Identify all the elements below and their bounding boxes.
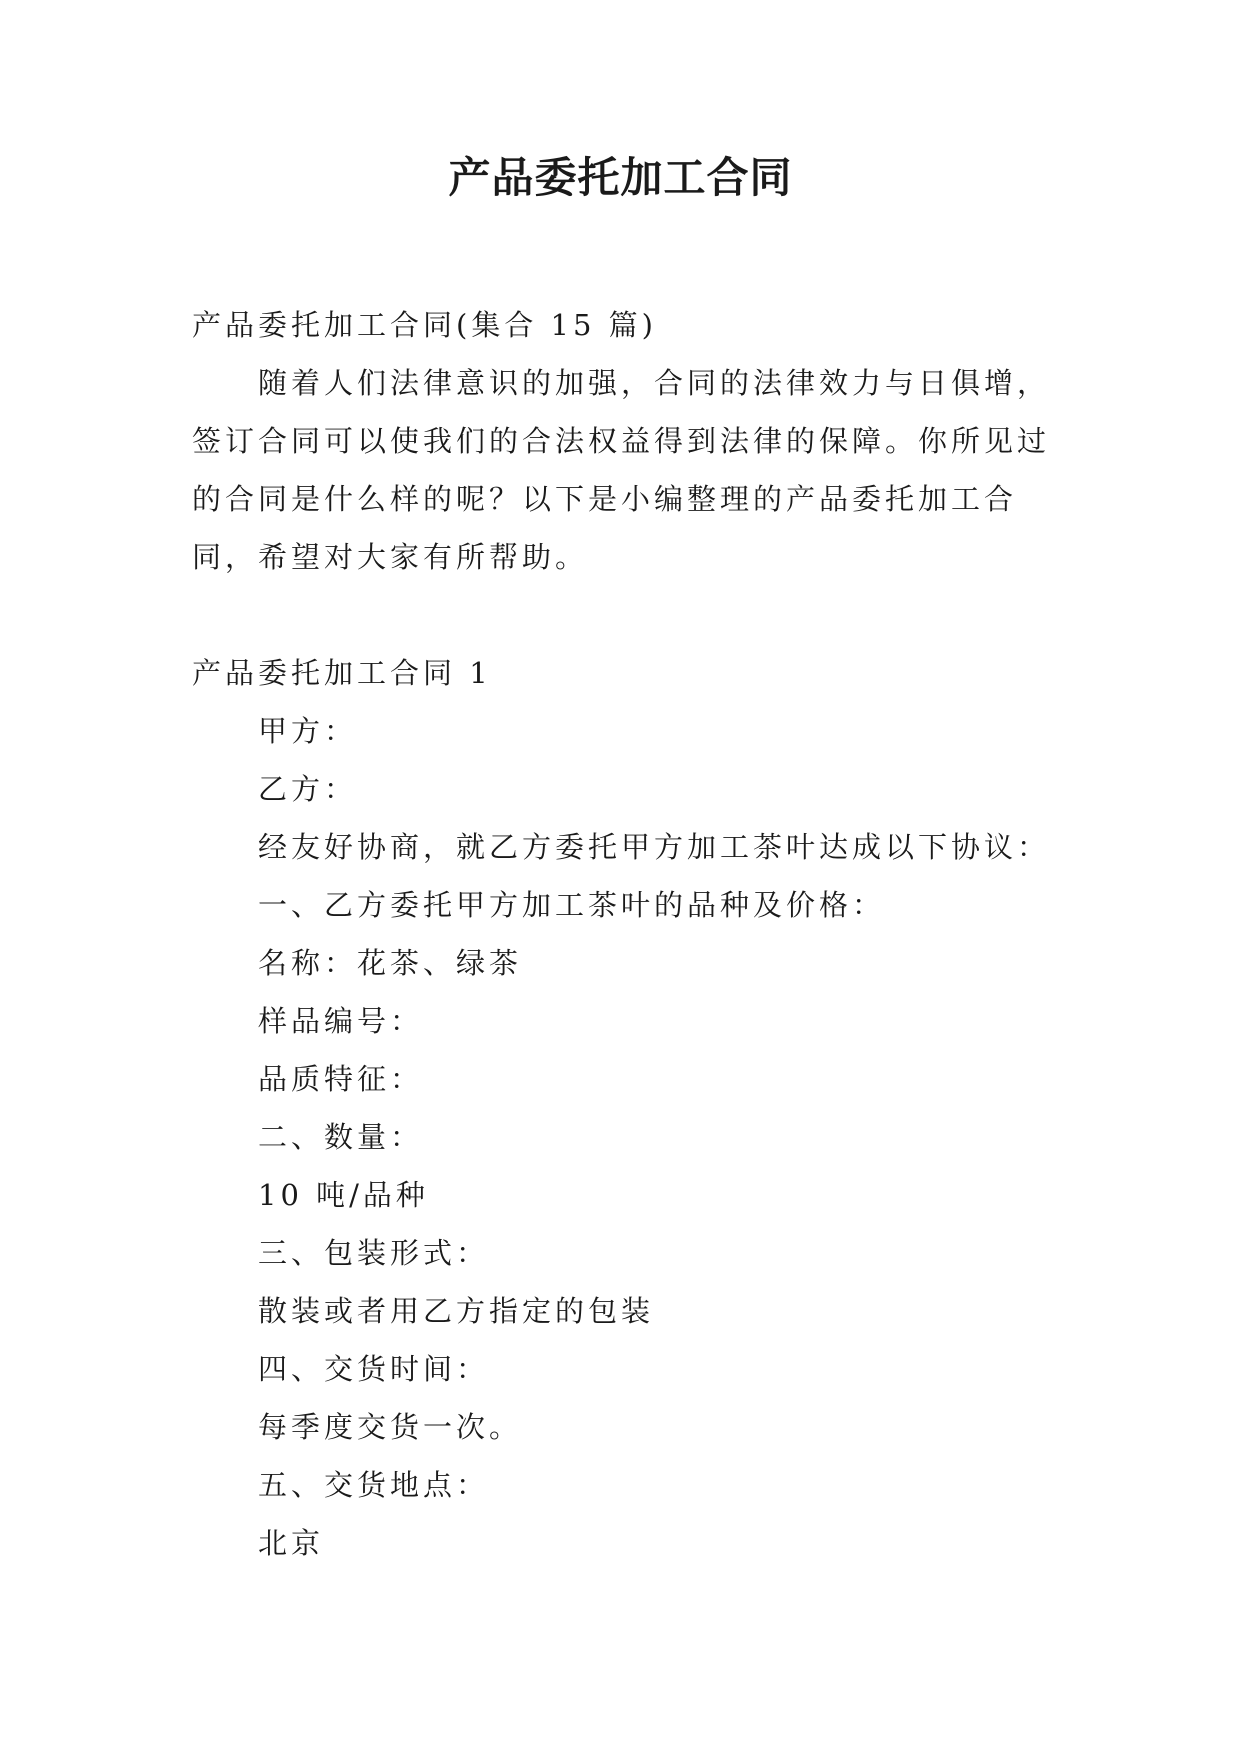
document-title: 产品委托加工合同 <box>448 153 793 202</box>
delivery-time-line: 每季度交货一次。 <box>258 1410 523 1444</box>
packaging-line: 散装或者用乙方指定的包装 <box>258 1294 655 1328</box>
clause-1-heading: 一、乙方委托甲方加工茶叶的品种及价格： <box>258 888 886 922</box>
agreement-line: 经友好协商，就乙方委托甲方加工茶叶达成以下协议： <box>258 830 1051 864</box>
paragraph-gap <box>192 586 1054 644</box>
clause-5-heading: 五、交货地点： <box>258 1468 490 1502</box>
quality-line: 品质特征： <box>258 1062 424 1096</box>
intro-paragraph: 随着人们法律意识的加强，合同的法律效力与日俱增，签订合同可以使我们的合法权益得到法律的保障。你所见过的合同是什么样的呢？以下是小编整理的产品委托加工合同，希望对大家有所帮助。 <box>192 366 1051 574</box>
section-heading: 产品委托加工合同 1 <box>192 656 492 690</box>
party-a-line: 甲方： <box>258 714 358 748</box>
product-name-line: 名称：花茶、绿茶 <box>258 946 523 980</box>
clause-3-heading: 三、包装形式： <box>258 1236 490 1270</box>
clause-2-heading: 二、数量： <box>258 1120 424 1154</box>
delivery-place-line: 北京 <box>258 1526 325 1560</box>
party-b-line: 乙方： <box>258 772 358 806</box>
document-subtitle: 产品委托加工合同(集合 15 篇) <box>192 308 657 342</box>
sample-number-line: 样品编号： <box>258 1004 424 1038</box>
quantity-line: 10 吨/品种 <box>258 1178 429 1212</box>
clause-4-heading: 四、交货时间： <box>258 1352 490 1386</box>
document-body <box>192 296 1054 1572</box>
